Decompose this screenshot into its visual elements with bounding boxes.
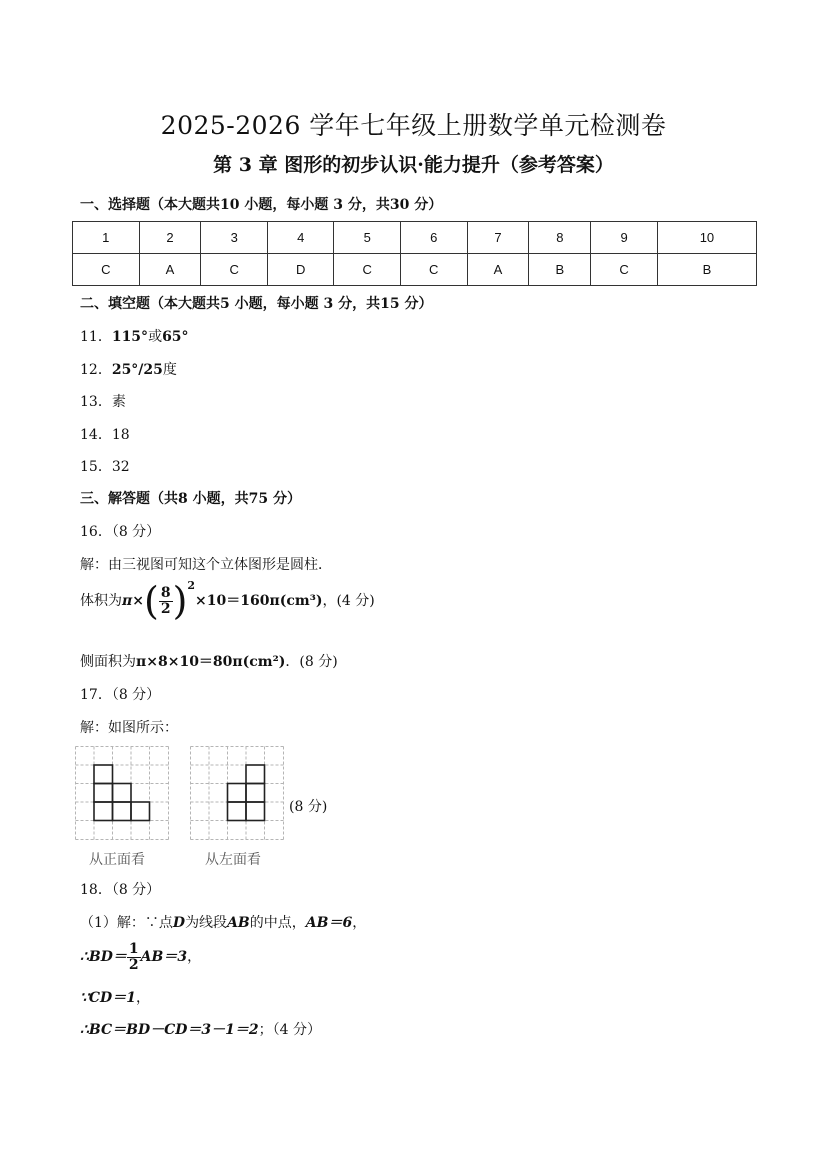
table-row	[73, 254, 757, 286]
score-note: ；（4 分）	[258, 1022, 321, 1038]
front-view-squares	[94, 765, 150, 821]
fraction	[127, 942, 141, 972]
table-cell: A	[139, 254, 201, 286]
section2-heading: 二、填空题（本大题共5 小题，每小题 3 分，共15 分）	[80, 296, 433, 312]
front-view-figure	[75, 746, 169, 840]
side-area-expression: π×8×10＝80π(cm²)	[136, 654, 286, 670]
table-cell: 1	[73, 222, 140, 254]
math-expression: ∴BC＝BD－CD＝3－1＝2	[80, 1022, 259, 1038]
table-cell: C	[73, 254, 140, 286]
table-cell: 6	[400, 222, 467, 254]
fill-item-11	[80, 326, 189, 346]
answer-table	[72, 221, 757, 286]
fill-item-13	[80, 391, 126, 411]
left-view-caption: 从左面看	[205, 852, 261, 868]
text-span: ，	[352, 915, 367, 931]
item-number: 15．	[80, 459, 112, 475]
q16-solution-line: 解：由三视图可知这个立体图形是圆柱．	[80, 557, 332, 573]
table-cell: 10	[657, 222, 756, 254]
section3-heading: 三、解答题（共8 小题，共75 分）	[80, 491, 301, 507]
text-span: ，	[135, 990, 150, 1006]
fraction	[159, 586, 173, 616]
q16-label: 16．（8 分）	[80, 524, 161, 540]
math-expression: ∴BD＝	[80, 949, 127, 966]
volume-expression: ×10＝160π(cm³)	[195, 593, 323, 609]
fraction-denominator: 2	[128, 956, 139, 973]
table-cell: 5	[334, 222, 401, 254]
table-cell: 4	[267, 222, 334, 254]
grid-lines	[191, 747, 284, 840]
text-span: ，	[187, 949, 202, 966]
table-cell: C	[400, 254, 467, 286]
item-answer: 18	[111, 427, 130, 443]
page-subtitle: 第 3 章 图形的初步认识·能力提升（参考答案）	[213, 154, 614, 176]
q18-line4	[80, 1019, 321, 1039]
math-var: AB	[227, 915, 250, 931]
fill-item-14	[80, 424, 130, 444]
math-var: D	[172, 915, 186, 931]
table-cell: 9	[591, 222, 658, 254]
fill-item-15	[80, 456, 130, 476]
table-row	[73, 222, 757, 254]
page-title: 2025-2026 学年七年级上册数学单元检测卷	[160, 111, 667, 140]
score-note: ．(8 分)	[285, 654, 338, 670]
q18-line3	[80, 987, 150, 1007]
table-cell: 2	[139, 222, 201, 254]
table-cell: 7	[467, 222, 529, 254]
math-expression: AB＝6	[305, 915, 353, 931]
q18-line2	[80, 942, 201, 972]
item-number: 12．	[80, 362, 112, 378]
grid-lines	[76, 747, 169, 840]
paren-open: (	[143, 579, 159, 623]
item-answer: 32	[111, 459, 130, 475]
math-expression: AB＝3	[140, 949, 188, 966]
item-answer: 素	[111, 394, 126, 410]
fraction-numerator: 8	[160, 584, 171, 601]
text-span: 为线段	[185, 915, 228, 931]
q17-label: 17．（8 分）	[80, 687, 161, 703]
item-answer: 115°	[111, 329, 149, 345]
q17-score: (8 分)	[289, 799, 328, 815]
table-cell: A	[467, 254, 529, 286]
item-number: 14．	[80, 427, 112, 443]
table-cell: D	[267, 254, 334, 286]
front-view-caption: 从正面看	[89, 852, 145, 868]
table-cell: C	[591, 254, 658, 286]
score-note: ，(4 分)	[322, 593, 375, 609]
volume-label: 体积为	[80, 593, 122, 609]
item-answer: 65°	[162, 329, 189, 345]
section1-heading: 一、选择题（本大题共10 小题，每小题 3 分，共30 分）	[80, 197, 443, 213]
paren-close: )	[172, 579, 188, 623]
q16-volume-line	[80, 579, 375, 623]
math-expression: ∵CD＝1	[80, 990, 136, 1006]
fraction-denominator: 2	[160, 600, 171, 617]
item-separator: 或	[148, 329, 163, 345]
table-cell: 3	[201, 222, 268, 254]
item-suffix: 度	[162, 362, 177, 378]
table-cell: C	[201, 254, 268, 286]
table-cell: B	[657, 254, 756, 286]
side-area-label: 侧面积为	[80, 654, 136, 670]
fraction-numerator: 1	[128, 941, 139, 957]
left-view-squares	[228, 765, 265, 821]
text-span: （1）解：∵点	[80, 915, 173, 931]
table-cell: B	[529, 254, 591, 286]
item-answer: 25°/25	[111, 362, 163, 378]
q18-line1	[80, 912, 366, 932]
q16-side-area-line	[80, 651, 338, 671]
text-span: 的中点，	[249, 915, 306, 931]
table-cell: C	[334, 254, 401, 286]
pi-symbol: π×	[122, 593, 144, 609]
fill-item-12	[80, 359, 177, 379]
item-number: 11．	[80, 329, 112, 345]
table-cell: 8	[529, 222, 591, 254]
q18-label: 18．（8 分）	[80, 882, 161, 898]
exponent: 2	[187, 579, 196, 593]
left-view-figure	[190, 746, 284, 840]
q17-solution-line: 解：如图所示：	[80, 720, 178, 736]
item-number: 13．	[80, 394, 112, 410]
